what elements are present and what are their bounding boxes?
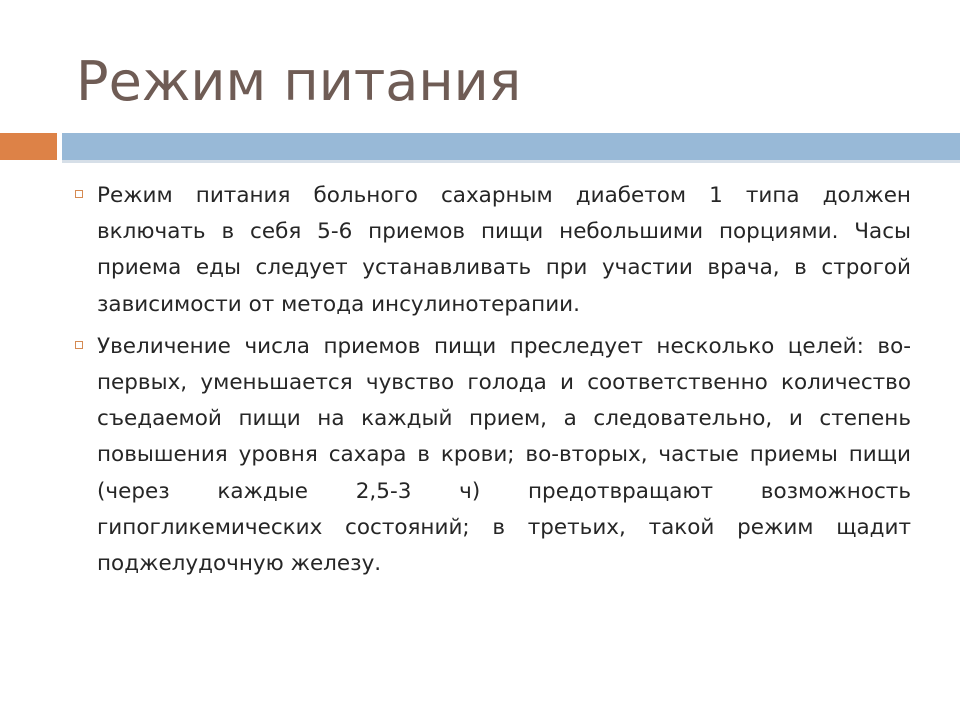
slide-title: Режим питания [76, 50, 522, 113]
bullet-item [74, 329, 911, 582]
accent-bar-blue [62, 133, 960, 160]
bullet-text: Режим питания больного сахарным диабетом 1 типа должен включать в себя 5-6 приемов пищи небольшими порциями. Часы приема еды следует устанавливать при участии врача, в строгой зависимости от метода инсулинотерапии. [97, 183, 911, 317]
bullet-item [74, 178, 911, 323]
accent-bar-shadow [62, 160, 960, 163]
title-accent-bar [0, 133, 960, 163]
accent-bar-orange [0, 133, 57, 160]
square-bullet-icon [75, 341, 83, 349]
slide-body [74, 178, 911, 588]
bullet-text: Увеличение числа приемов пищи преследует несколько целей: во-первых, уменьшается чувство голода и соответственно количество съедаемой пищи на каждый прием, а следовательно, и степень повышения уровня сахара в крови; во-вторых, частые приемы пищи (через каждые 2,5-3 ч) предотвращают возможность гипогликемических состояний; в третьих, такой режим щадит поджелудочную железу. [97, 333, 911, 577]
bullet-list [74, 178, 911, 582]
square-bullet-icon [75, 190, 83, 198]
